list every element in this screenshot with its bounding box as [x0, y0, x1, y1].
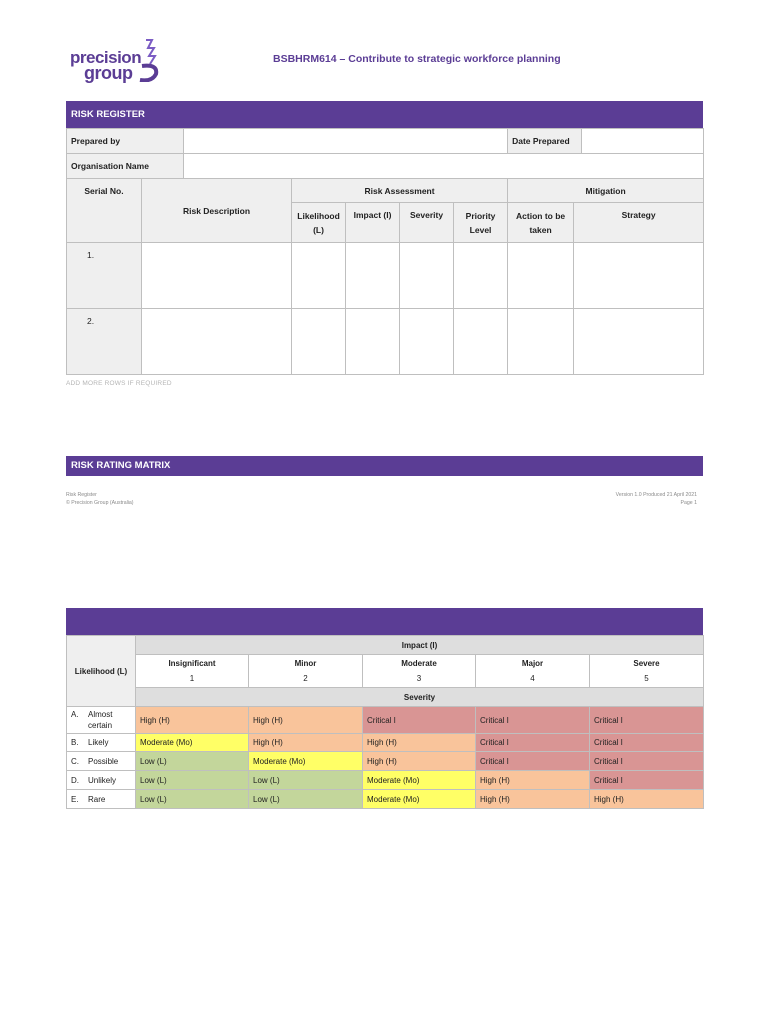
- document-title: BSBHRM614 – Contribute to strategic workforce planning: [273, 53, 561, 65]
- serial-no-header: Serial No.: [67, 179, 142, 243]
- risk-description-header: Risk Description: [142, 179, 292, 243]
- likelihood-letter: B.: [71, 738, 79, 747]
- footer-doc-name: Risk Register: [66, 492, 97, 498]
- rating-cell: High (H): [363, 734, 476, 752]
- impact-number: 4: [530, 674, 535, 683]
- likelihood-label: Almost certain: [88, 710, 113, 730]
- serial-cell: 1.: [67, 243, 142, 309]
- add-rows-note: ADD MORE ROWS IF REQUIRED: [66, 380, 172, 387]
- strategy-cell[interactable]: [574, 243, 704, 309]
- logo-swirl-icon: [136, 38, 160, 82]
- table-row: [67, 734, 704, 752]
- mitigation-header: Mitigation: [508, 179, 704, 203]
- rating-cell: Low (L): [136, 790, 249, 809]
- rating-cell: Moderate (Mo): [363, 771, 476, 790]
- likelihood-label: Unlikely: [88, 775, 117, 785]
- rating-cell: Low (L): [249, 790, 363, 809]
- table-row: [67, 771, 704, 790]
- impact-number: 2: [303, 674, 308, 683]
- severity-header: Severity: [400, 203, 454, 243]
- matrix-severity-header: Severity: [136, 688, 704, 707]
- impact-col-insignificant: [136, 655, 249, 688]
- risk-register-table: [66, 128, 704, 375]
- rating-cell: Critical I: [590, 771, 704, 790]
- impact-name: Moderate: [401, 659, 437, 668]
- impact-name: Severe: [633, 659, 660, 668]
- impact-name: Insignificant: [168, 659, 216, 668]
- priority-level-header: Priority Level: [454, 203, 508, 243]
- likelihood-likely: [67, 734, 136, 752]
- likelihood-label: Possible: [88, 756, 119, 766]
- table-row: [67, 752, 704, 771]
- table-row: [67, 707, 704, 734]
- likelihood-unlikely: [67, 771, 136, 790]
- rating-cell: High (H): [363, 752, 476, 771]
- organisation-name-label: Organisation Name: [67, 154, 184, 179]
- impact-number: 3: [416, 674, 422, 683]
- rating-cell: High (H): [249, 707, 363, 734]
- logo-word-group: group: [84, 63, 133, 83]
- matrix-impact-header: Impact (I): [136, 636, 704, 655]
- likelihood-letter: C.: [71, 756, 79, 766]
- action-cell[interactable]: [508, 243, 574, 309]
- likelihood-rare: [67, 790, 136, 809]
- rating-cell: Critical I: [590, 752, 704, 771]
- rating-cell: Critical I: [476, 734, 590, 752]
- rating-cell: High (H): [136, 707, 249, 734]
- impact-col-moderate: [363, 655, 476, 688]
- rating-cell: Critical I: [363, 707, 476, 734]
- serial-cell: 2.: [67, 309, 142, 375]
- priority-cell[interactable]: [454, 243, 508, 309]
- likelihood-cell[interactable]: [292, 309, 346, 375]
- matrix-likelihood-header: Likelihood (L): [67, 636, 136, 707]
- impact-name: Major: [521, 659, 544, 668]
- table-row: [67, 309, 704, 375]
- likelihood-letter: E.: [71, 794, 79, 804]
- table-row: [67, 243, 704, 309]
- severity-cell[interactable]: [400, 309, 454, 375]
- rating-cell: High (H): [249, 734, 363, 752]
- footer-page: Page 1: [680, 500, 697, 506]
- organisation-name-field[interactable]: [184, 154, 704, 179]
- prepared-by-label: Prepared by: [67, 129, 184, 154]
- description-cell[interactable]: [142, 243, 292, 309]
- likelihood-almost-certain: [67, 707, 136, 734]
- action-header: Action to be taken: [508, 203, 574, 243]
- matrix-title-bar: [66, 608, 703, 635]
- prepared-by-field[interactable]: [184, 129, 508, 154]
- rating-cell: Moderate (Mo): [136, 734, 249, 752]
- priority-cell[interactable]: [454, 309, 508, 375]
- likelihood-header: Likelihood (L): [292, 203, 346, 243]
- date-prepared-label: Date Prepared: [508, 129, 582, 154]
- rating-cell: Critical I: [590, 734, 704, 752]
- impact-cell[interactable]: [346, 309, 400, 375]
- likelihood-label: Likely: [88, 738, 109, 747]
- rating-cell: High (H): [590, 790, 704, 809]
- description-cell[interactable]: [142, 309, 292, 375]
- footer-version: Version 1.0 Produced 21 April 2021: [615, 492, 697, 498]
- footer-copyright: © Precision Group (Australia): [66, 500, 134, 506]
- action-cell[interactable]: [508, 309, 574, 375]
- rating-cell: Critical I: [476, 752, 590, 771]
- impact-col-minor: [249, 655, 363, 688]
- footer-left: [66, 491, 134, 507]
- impact-col-severe: [590, 655, 704, 688]
- rating-cell: High (H): [476, 771, 590, 790]
- rating-cell: Low (L): [136, 752, 249, 771]
- risk-register-header: RISK REGISTER: [66, 101, 703, 128]
- table-row: [67, 790, 704, 809]
- rating-cell: Moderate (Mo): [249, 752, 363, 771]
- impact-cell[interactable]: [346, 243, 400, 309]
- impact-col-major: [476, 655, 590, 688]
- likelihood-cell[interactable]: [292, 243, 346, 309]
- rating-cell: Low (L): [249, 771, 363, 790]
- rating-cell: Critical I: [590, 707, 704, 734]
- rating-cell: Moderate (Mo): [363, 790, 476, 809]
- strategy-header: Strategy: [574, 203, 704, 243]
- likelihood-letter: A.: [71, 710, 79, 719]
- strategy-cell[interactable]: [574, 309, 704, 375]
- likelihood-possible: [67, 752, 136, 771]
- logo-word-precision: precision: [70, 48, 142, 67]
- precision-group-logo: [70, 38, 160, 84]
- impact-number: 1: [189, 674, 195, 683]
- footer-right: [616, 491, 697, 507]
- likelihood-label: Rare: [88, 794, 106, 804]
- impact-number: 5: [644, 674, 649, 683]
- risk-rating-matrix-table: [66, 635, 704, 809]
- impact-header: Impact (I): [346, 203, 400, 243]
- risk-rating-matrix-header: RISK RATING MATRIX: [66, 456, 703, 476]
- rating-cell: Critical I: [476, 707, 590, 734]
- likelihood-letter: D.: [71, 775, 79, 785]
- rating-cell: Low (L): [136, 771, 249, 790]
- date-prepared-field[interactable]: [582, 129, 704, 154]
- risk-assessment-header: Risk Assessment: [292, 179, 508, 203]
- severity-cell[interactable]: [400, 243, 454, 309]
- rating-cell: High (H): [476, 790, 590, 809]
- impact-name: Minor: [294, 659, 317, 668]
